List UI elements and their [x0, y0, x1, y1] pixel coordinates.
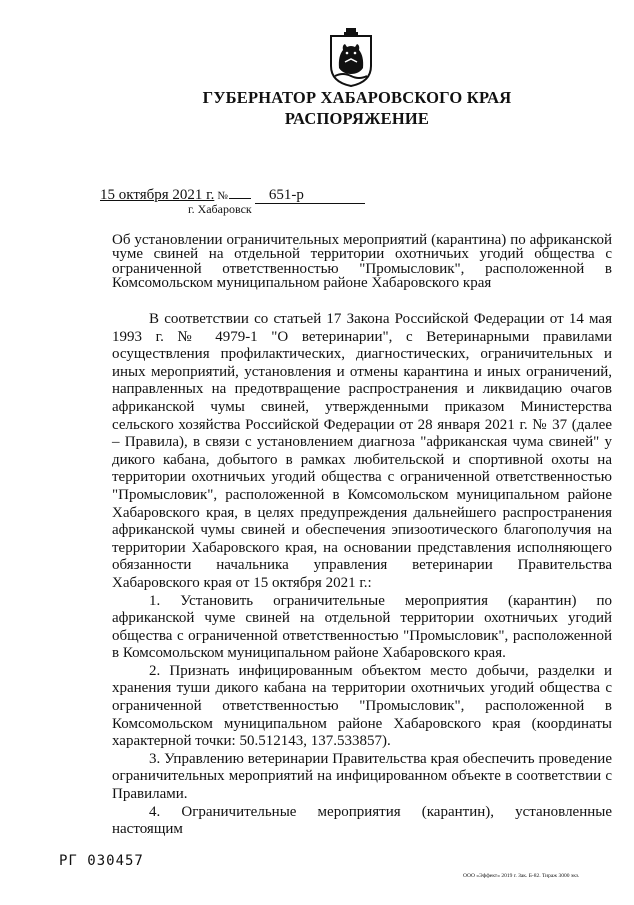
printer-imprint: ООО «Эффект» 2019 г. Зак. Б-82. Тираж 3000 экз. — [463, 873, 580, 879]
preamble-paragraph: В соответствии со статьей 17 Закона Российской Федерации от 14 мая 1993 г. № 4979-1 "О ветеринарии", с Ветеринарными правилами осуществления профилактических, диагностических, ограничительных и иных мероприятий, установления и отмены карантина и иных ограничений, направленных на предотвращение распространения и ликвидацию очагов африканской чумы свиней, утвержденными приказом Министерства сельского хозяйства Российской Федерации от 28 января 2021 г. № 37 (далее – Правила), в связи с установлением диагноза "африканская чума свиней" у дикого кабана, добытого в рамках любительской и спортивной охоты на территории охотничьих угодий общества с ограниченной ответственностью "Промысловик", расположенной в Комсомольском муниципальном районе Хабаровского края, в целях предупреждения дальнейшего распространения африканской чумы свиней и обеспечения эпизоотического благополучия на территории Хабаровского края, на основании представления исполняющего обязанности начальника управления ветеринарии Правительства Хабаровского края от 15 октября 2021 г.: — [112, 311, 612, 591]
number-sign: № — [217, 190, 228, 202]
document-body — [112, 311, 612, 839]
clause-3-paragraph: 3. Управлению ветеринарии Правительства края обеспечить проведение ограничительных мероприятий на инфицированном объекте в соответствии с Правилами. — [112, 750, 612, 803]
document-number: 651-р — [255, 187, 365, 204]
form-serial-number: РГ 030457 — [59, 853, 144, 869]
coat-of-arms-icon — [325, 26, 377, 88]
clause-1-paragraph: 1. Установить ограничительные мероприятия (карантин) по африканской чуме свиней на отдельной территории охотничьих угодий общества с ограниченной ответственностью "Промысловик", расположенной в Комсомольском муниципальном районе Хабаровского края. — [112, 592, 612, 662]
date-number-line — [100, 184, 365, 204]
issuing-authority-title: ГУБЕРНАТОР ХАБАРОВСКОГО КРАЯ — [202, 88, 512, 107]
clause-4-paragraph: 4. Ограничительные мероприятия (карантин), установленные настоящим — [112, 803, 612, 838]
document-subject: Об установлении ограничительных мероприятий (карантина) по африканской чуме свиней на отдельной территории охотничьих угодий общества с ограниченной ответственностью "Промысловик", расположенной в Комсомольском муниципальном районе Хабаровского края — [112, 232, 612, 291]
number-underline — [229, 184, 251, 199]
clause-2-paragraph: 2. Признать инфицированным объектом место добычи, разделки и хранения туши дикого кабана на территории охотничьих угодий общества с ограниченной ответственностью "Промысловик", расположенной в Комсомольском муниципальном районе Хабаровского края (координаты характерной точки: 50.512143, 137.533857). — [112, 662, 612, 750]
document-city: г. Хабаровск — [188, 202, 252, 216]
document-date: 15 октября 2021 г. — [100, 187, 215, 203]
document-type-title: РАСПОРЯЖЕНИЕ — [284, 109, 430, 128]
